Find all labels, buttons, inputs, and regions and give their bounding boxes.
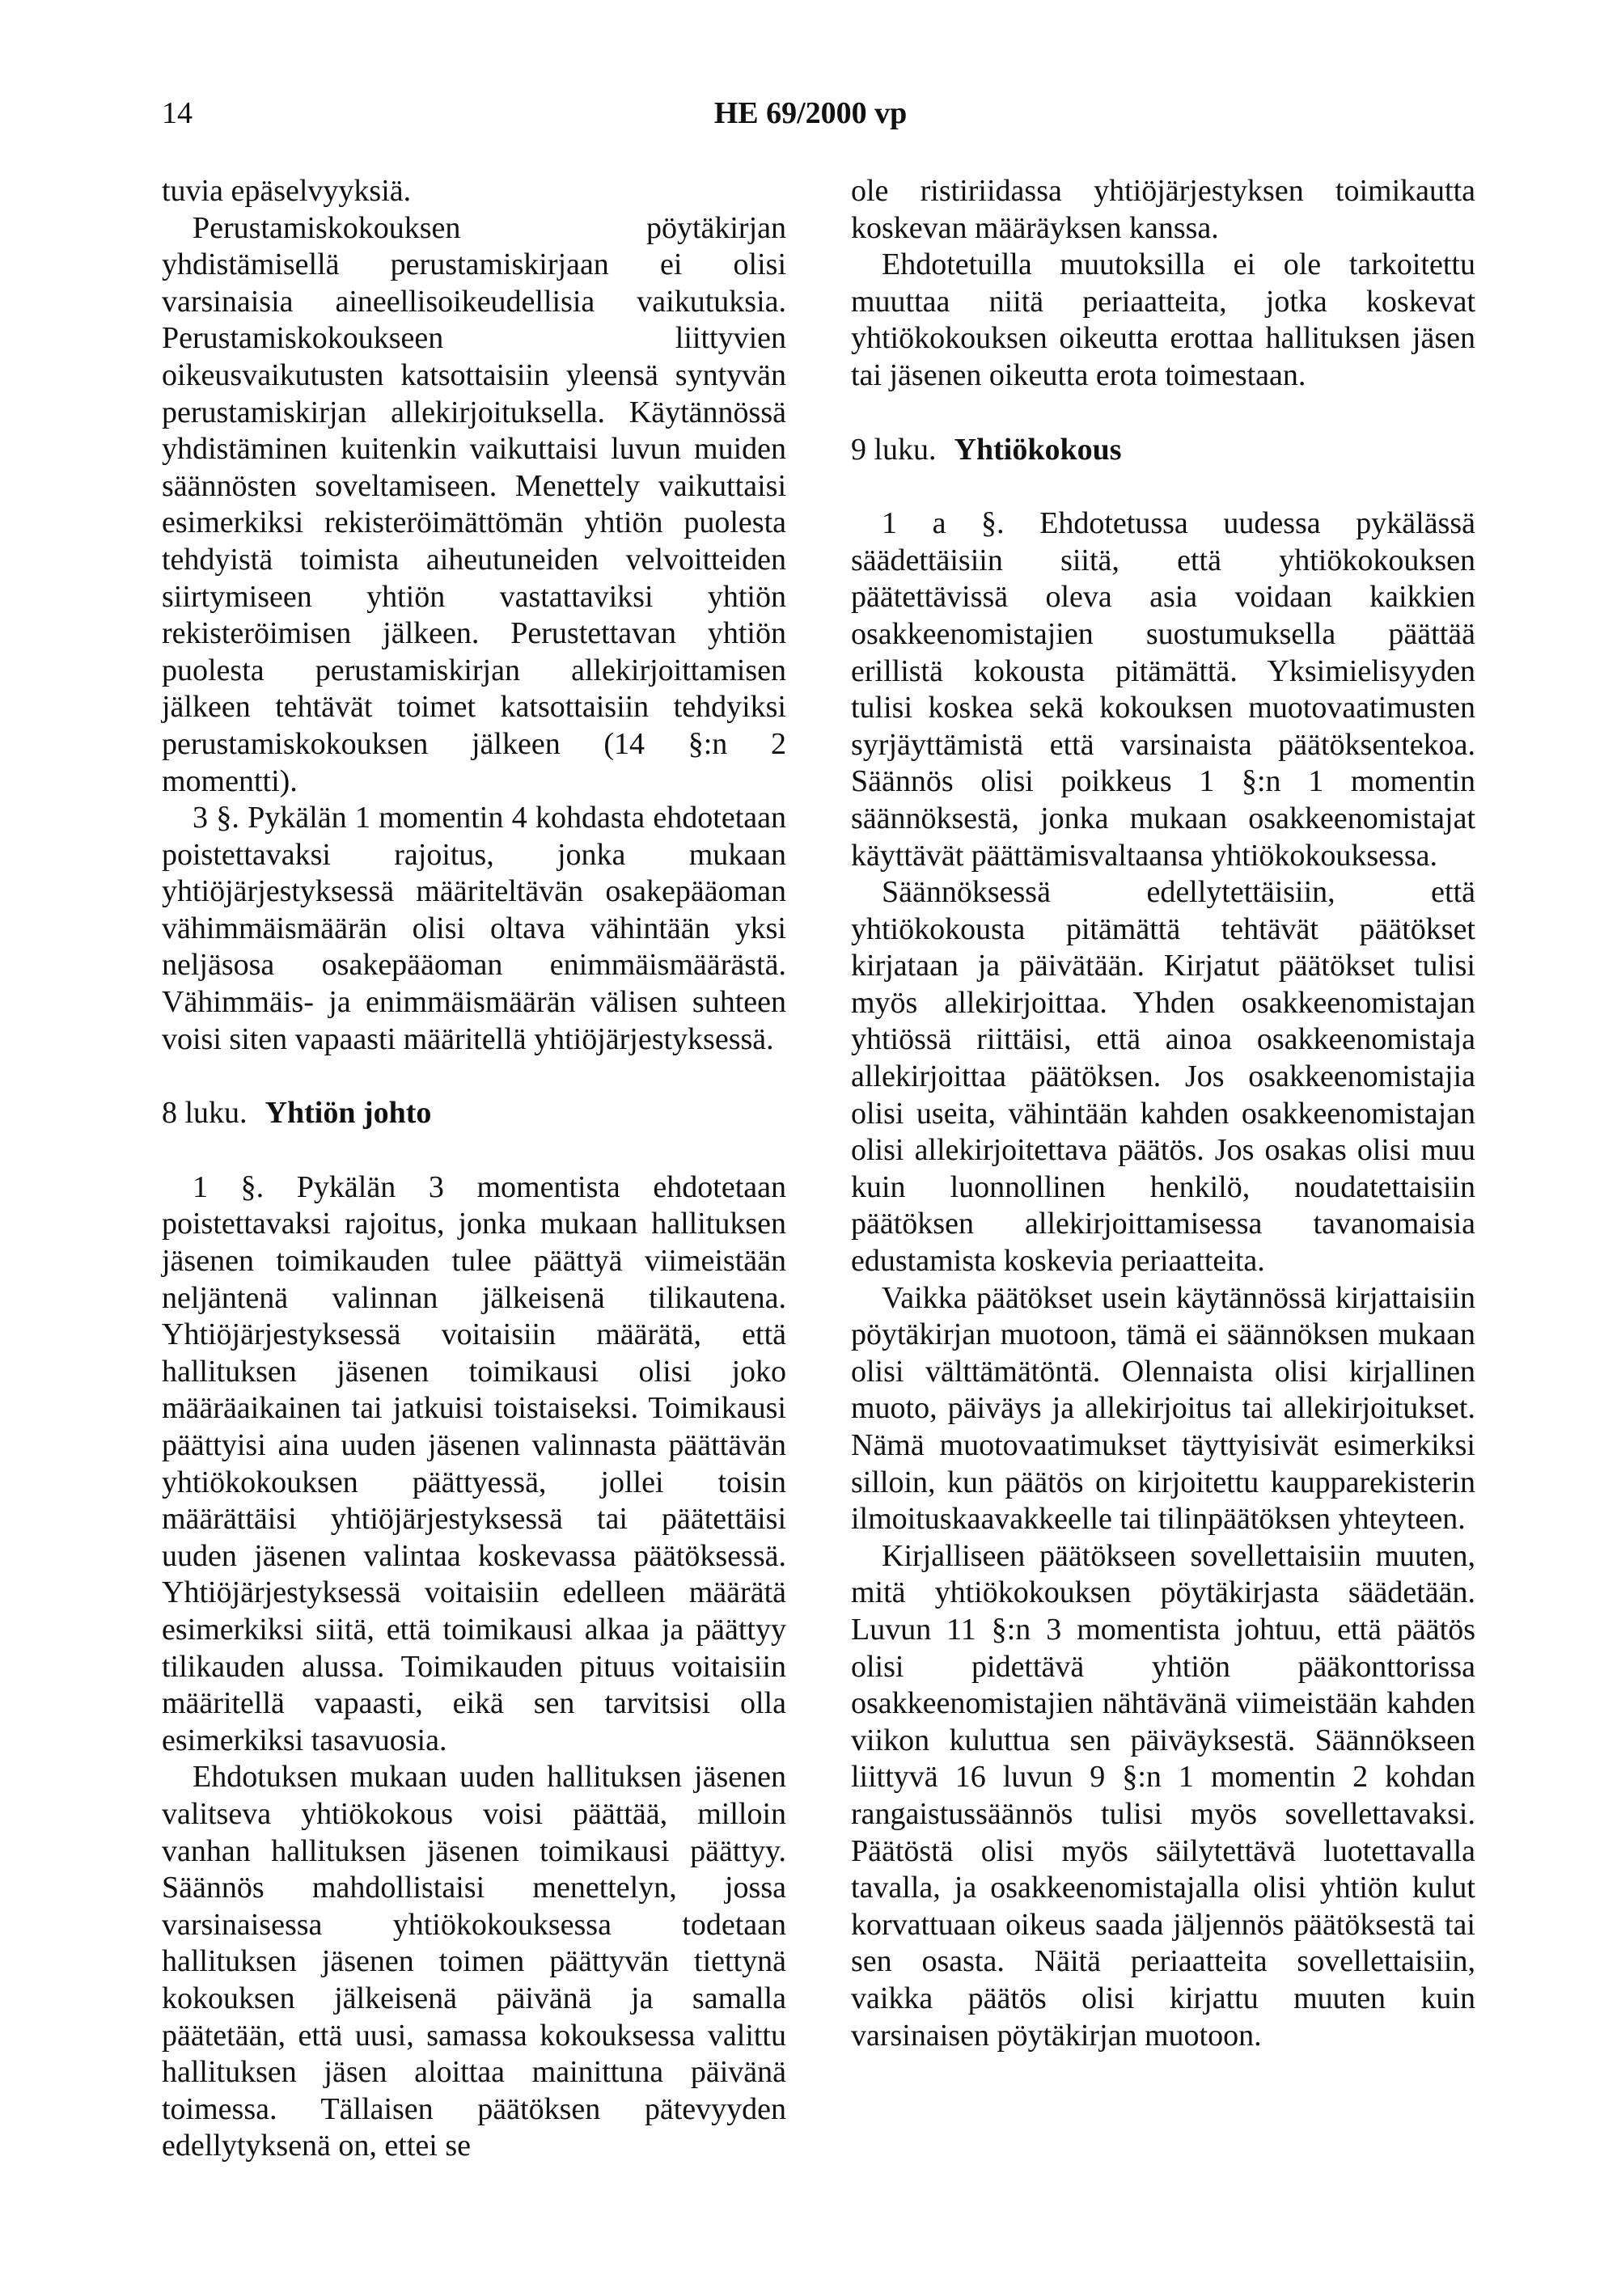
right-column [851, 173, 1475, 2054]
document-id: HE 69/2000 vp [713, 96, 908, 130]
paragraph: 1 a §. Ehdotetussa uudessa pykälässä säädettäisiin siitä, että yhtiökokouksen päätettävissä oleva asia voidaan kaikkien osakkeenomistajien suostumuksella päättää erillistä kokousta pitämättä. Yksimielisyyden tulisi koskea sekä kokouksen muotovaatimusten syrjäyttämistä että varsinaista päätöksentekoa. Säännös olisi poikkeus 1 §:n 1 momentin säännöksestä, jonka mukaan osakkeenomistajat käyttävät päättämisvaltaansa yhtiökokouksessa. [851, 506, 1475, 873]
paragraph: Ehdotuksen mukaan uuden hallituksen jäsenen valitseva yhtiökokous voisi päättää, milloin vanhan hallituksen jäsenen toimikausi päättyy. Säännös mahdollistaisi menettelyn, jossa varsinaisessa yhtiökokouksessa todetaan hallituksen jäsenen toimen päättyvän tiettynä kokouksen jälkeisenä päivänä ja samalla päätetään, että uusi, samassa kokouksessa valittu hallituksen jäsen aloittaa mainittuna päivänä toimessa. Tällaisen päätöksen pätevyyden edellytyksenä on, ettei se [162, 1760, 786, 2163]
page-header [0, 95, 1621, 144]
paragraph: 1 §. Pykälän 3 momentista ehdotetaan poistettavaksi rajoitus, jonka mukaan hallituksen jäsenen toimikauden tulee päättyä viimeistään neljäntenä valinnan jälkeisenä tilikautena. Yhtiöjärjestyksessä voitaisiin määrätä, että hallituksen jäsenen toimikausi olisi joko määräaikainen tai jatkuisi toistaiseksi. Toimikausi päättyisi aina uuden jäsenen valinnasta päättävän yhtiökokouksen päättyessä, jollei toisin määrättäisi yhtiöjärjestyksessä tai päätettäisi uuden jäsenen valintaa koskevassa päätöksessä. Yhtiöjärjestyksessä voitaisiin edelleen määrätä esimerkiksi siitä, että toimikausi alkaa ja päättyy tilikauden alussa. Toimikauden pituus voitaisiin määritellä vapaasti, eikä sen tarvitsisi olla esimerkiksi tasavuosia. [162, 1169, 786, 1757]
paragraph: Kirjalliseen päätökseen sovellettaisiin muuten, mitä yhtiökokouksen pöytäkirjasta säädetään. Luvun 11 §:n 3 momentista johtuu, että päätös olisi pidettävä yhtiön pääkonttorissa osakkeenomistajien nähtävänä viimeistään kahden viikon kuluttua sen päiväyksestä. Säännökseen liittyvä 16 luvun 9 §:n 1 momentin 2 kohdan rangaistussäännös tulisi myös sovellettavaksi. Päätöstä olisi myös säilytettävä luotettavalla tavalla, ja osakkeenomistajalla olisi yhtiön kulut korvattuaan oikeus saada jäljennös päätöksestä tai sen osasta. Näitä periaatteita sovellettaisiin, vaikka päätös olisi kirjattu muuten kuin varsinaisen pöytäkirjan muotoon. [851, 1538, 1475, 2053]
paragraph: Säännöksessä edellytettäisiin, että yhtiökokousta pitämättä tehtävät päätökset kirjataan ja päivätään. Kirjatut päätökset tulisi myös allekirjoittaa. Yhden osakkeenomistajan yhtiössä riittäisi, että ainoa osakkeenomistaja allekirjoittaa päätöksen. Jos osakkeenomistajia olisi useita, vähintään kahden osakkeenomistajan olisi allekirjoitettava päätös. Jos osakas olisi muu kuin luonnollinen henkilö, noudatettaisiin päätöksen allekirjoittamisessa tavanomaisia edustamista koskevia periaatteita. [851, 875, 1475, 1279]
left-column [162, 173, 786, 2165]
paragraph: Perustamiskokouksen pöytäkirjan yhdistämisellä perustamiskirjaan ei olisi varsinaisia aineellisoikeudellisia vaikutuksia. Perustamiskokoukseen liittyvien oikeusvaikutusten katsottaisiin yleensä syntyvän perustamiskirjan allekirjoituksella. Käytännössä yhdistäminen kuitenkin vaikuttaisi luvun muiden säännösten soveltamiseen. Menettely vaikuttaisi esimerkiksi rekisteröimättömän yhtiön puolesta tehdyistä toimista aiheutuneiden velvoitteiden siirtymiseen yhtiön vastattaviksi yhtiön rekisteröimisen jälkeen. Perustettavan yhtiön puolesta perustamiskirjan allekirjoittamisen jälkeen tehtävät toimet katsottaisiin tehdyiksi perustamiskokouksen jälkeen (14 §:n 2 momentti). [162, 210, 786, 798]
chapter-title: Yhtiökokous [954, 432, 1122, 467]
paragraph: ole ristiriidassa yhtiöjärjestyksen toimikautta koskevan määräyksen kanssa. [851, 174, 1475, 245]
page-number: 14 [162, 96, 193, 130]
chapter-number: 9 luku. [851, 432, 937, 467]
chapter-heading-8 [162, 1095, 786, 1132]
paragraph: 3 §. Pykälän 1 momentin 4 kohdasta ehdotetaan poistettavaksi rajoitus, jonka mukaan yhtiöjärjestyksessä määriteltävän osakepääoman vähimmäismäärän olisi oltava vähintään yksi neljäsosa osakepääoman enimmäismäärästä. Vähimmäis- ja enimmäismäärän välisen suhteen voisi siten vapaasti määritellä yhtiöjärjestyksessä. [162, 801, 786, 1056]
chapter-heading-9 [851, 432, 1475, 469]
chapter-number: 8 luku. [162, 1096, 248, 1131]
paragraph: tuvia epäselvyyksiä. [162, 174, 412, 208]
paragraph: Ehdotetuilla muutoksilla ei ole tarkoitettu muuttaa niitä periaatteita, jotka koskevat yhtiökokouksen oikeutta erottaa hallituksen jäsen tai jäsenen oikeutta erota toimestaan. [851, 247, 1475, 392]
chapter-title: Yhtiön johto [265, 1096, 432, 1131]
paragraph: Vaikka päätökset usein käytännössä kirjattaisiin pöytäkirjan muotoon, tämä ei säännöksen mukaan olisi välttämätöntä. Olennaista olisi kirjallinen muoto, päiväys ja allekirjoitus tai allekirjoitukset. Nämä muotovaatimukset täyttyisivät esimerkiksi silloin, kun päätös on kirjoitettu kaupparekisterin ilmoituskaavakkeelle tai tilinpäätöksen yhteyteen. [851, 1280, 1475, 1537]
